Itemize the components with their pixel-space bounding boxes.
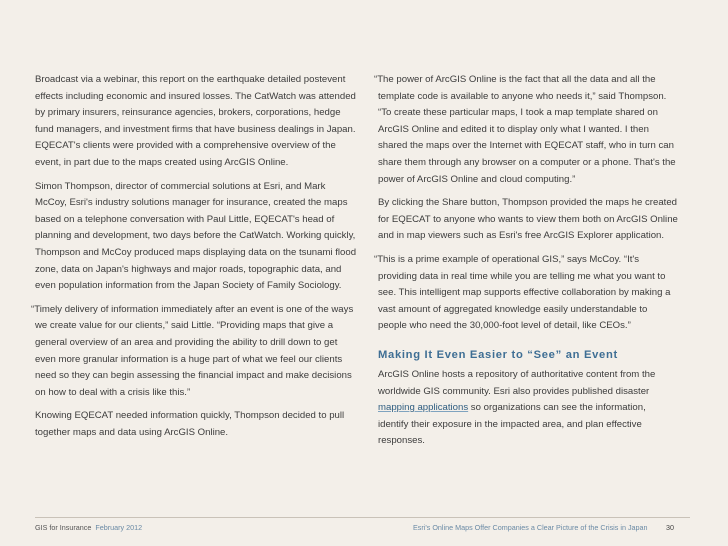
body-text: so organizations can see the information, identify their exposure in the impacted area, and plan effective responses. — [378, 402, 646, 447]
publication-name: GIS for Insurance — [35, 523, 92, 532]
quote-paragraph: “Timely delivery of information immediately after an event is one of the ways we create value for our clients,” said Little. “Providing maps that give a general overview of an area and providing the ability to drill down to get even more granular information is a huge part of what we feel our clients need so they can begin assessing the financial impact and make decisions on how to deal with a crisis like this.” — [31, 303, 354, 398]
publication-date: February 2012 — [95, 523, 143, 532]
body-paragraph: Simon Thompson, director of commercial solutions at Esri, and Mark McCoy, Esri's industry solutions manager for insurance, created the maps based on a telephone conversation with Paul Little, EQECAT's head of planning and development, two days before the CatWatch. Working quickly, Thompson and McCoy produced maps displaying data on the tsunami flood zone, data on Japan's highways and major roads, topographic data, and even population information from the Japan Society of Family Sociology. — [35, 180, 357, 292]
quote-paragraph: “This is a prime example of operational GIS,” says McCoy. “It's providing data in real time while you are telling me what you want to see. This intelligent map supports effective collaboration by making a vast amount of aggregated knowledge easily understandable to people who need the 30,000-foot level of detail, like CEOs.” — [374, 253, 671, 332]
quote-paragraph: “The power of ArcGIS Online is the fact that all the data and all the template code is available to anyone who needs it,” said Thompson. “To create these particular maps, I took a map template shared on ArcGIS Online and edited it to display only what I wanted. I then shared the maps over the Internet with EQECAT staff, who in turn can share them through any browser on a computer or a phone. That's the power of ArcGIS Online and cloud computing.” — [374, 74, 676, 185]
section-heading: Making It Even Easier to “See” an Event — [378, 348, 618, 361]
footer-divider — [35, 517, 690, 518]
mapping-applications-link[interactable]: mapping applications — [378, 402, 469, 414]
body-text: ArcGIS Online hosts a repository of authoritative content from the worldwide GIS community. Esri also provides published disaster — [378, 368, 656, 397]
body-paragraph: Broadcast via a webinar, this report on the earthquake detailed postevent effects including economic and insured losses. The CatWatch was attended by primary insurers, reinsurance agencies, brokers, corporations, hedge fund managers, and investment firms that have business dealings in Japan. EQECAT's clients were provided with a comprehensive overview of the event, in part due to the maps created using ArcGIS Online. — [35, 74, 356, 168]
footer-publication — [35, 522, 142, 534]
footer-article-title: Esri's Online Maps Offer Companies a Clear Picture of the Crisis in Japan — [413, 523, 648, 532]
body-paragraph: By clicking the Share button, Thompson provided the maps he created for EQECAT to anyone who wants to view them both on ArcGIS Online and in map viewers such as Esri's free ArcGIS Explorer application. — [378, 197, 678, 242]
right-column — [374, 72, 678, 457]
body-paragraph — [378, 367, 678, 450]
body-paragraph: Knowing EQECAT needed information quickly, Thompson decided to pull together maps and data using ArcGIS Online. — [35, 410, 345, 438]
page-number: 30 — [666, 523, 674, 532]
left-column — [31, 72, 357, 448]
